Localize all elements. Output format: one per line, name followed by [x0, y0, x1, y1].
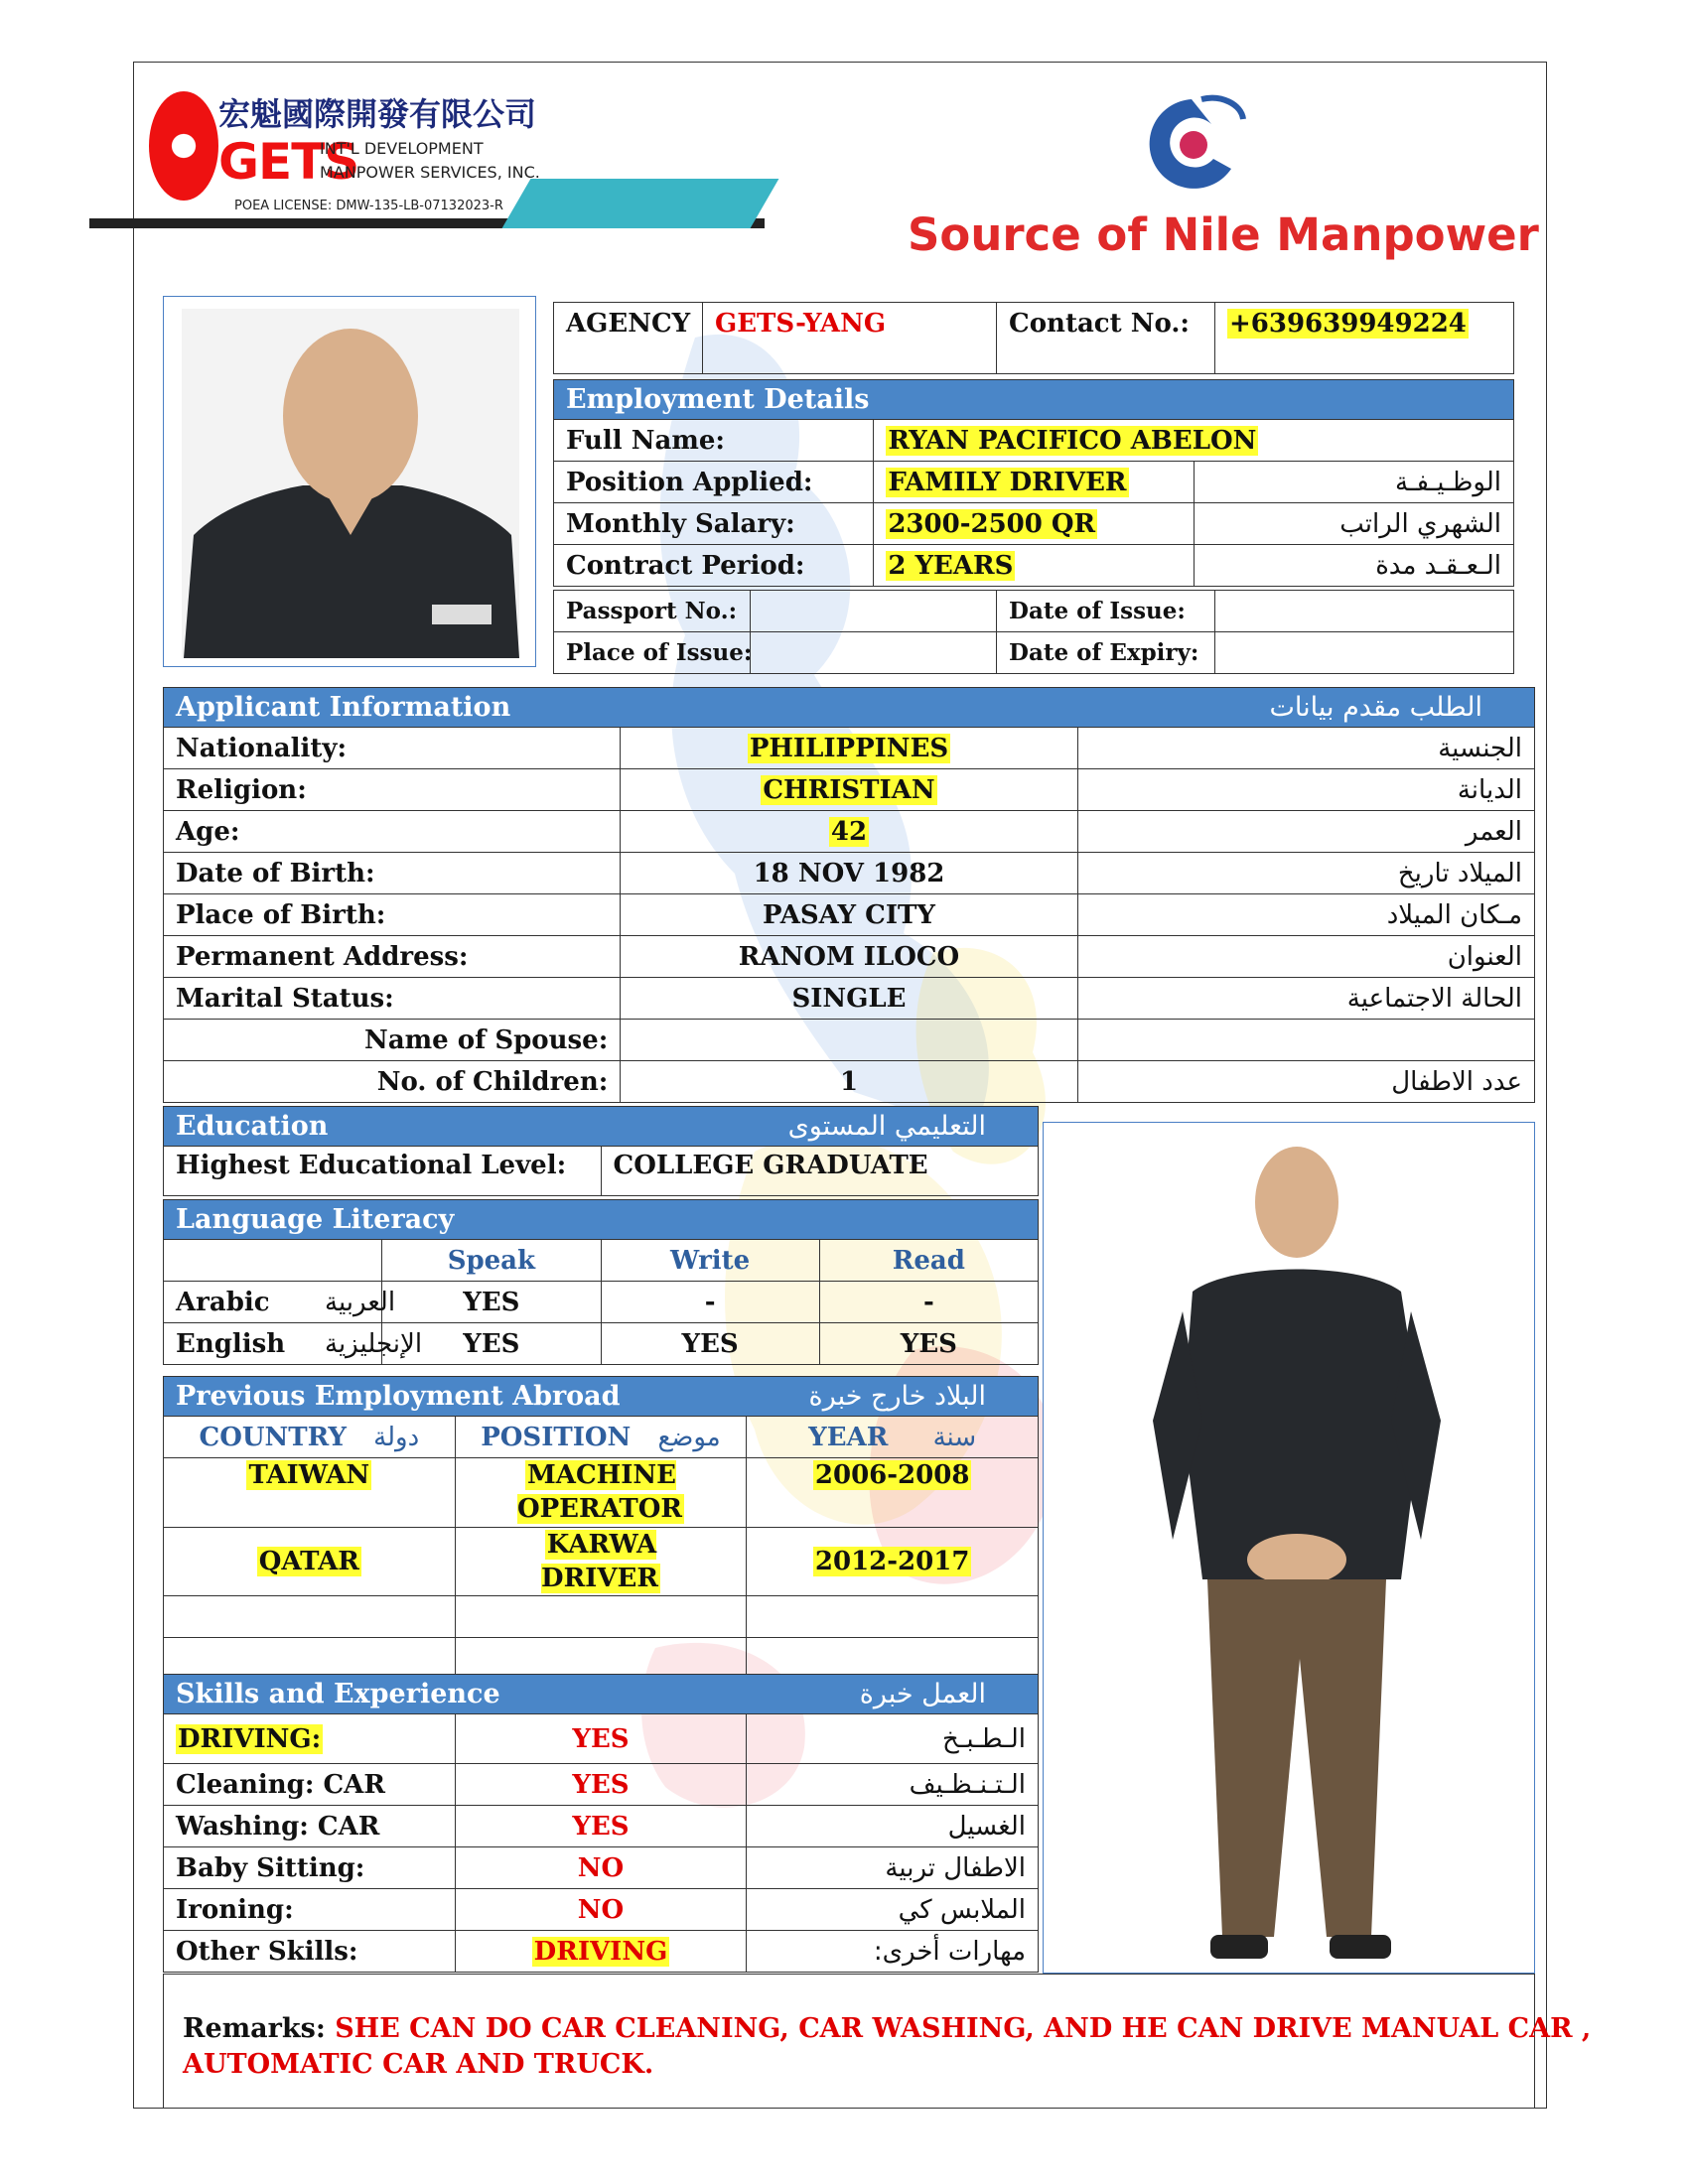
lang-header-read: Read	[819, 1240, 1038, 1282]
full-name-label: Full Name:	[554, 420, 874, 462]
language-speak: YES	[382, 1323, 601, 1365]
skill-arabic: الاطفال تربية	[747, 1847, 1039, 1889]
gets-chinese-name: 宏魁國際開發有限公司	[218, 95, 537, 133]
remarks-line-1	[183, 2013, 1591, 2044]
remarks-text-1: SHE CAN DO CAR CLEANING, CAR WASHING, AND HE CAN DRIVE MANUAL CAR ,	[335, 2013, 1592, 2044]
applicant-row-value: PASAY CITY	[763, 899, 935, 930]
position-header-arabic: موضع	[657, 1422, 721, 1452]
remarks-label: Remarks:	[183, 2013, 326, 2044]
language-name: English	[176, 1328, 286, 1359]
gets-subtitle-2: MANPOWER SERVICES, INC.	[320, 163, 540, 182]
lang-header-speak: Speak	[382, 1240, 601, 1282]
language-write: YES	[601, 1323, 819, 1365]
applicant-row-value: RANOM ILOCO	[738, 941, 960, 972]
prev-position: MACHINE OPERATOR	[516, 1460, 682, 1524]
skills-table	[163, 1674, 1039, 1973]
salary-arabic: الشهري الراتب	[1194, 503, 1513, 545]
contract-label: Contract Period:	[554, 545, 874, 587]
passport-no-label: Passport No.:	[554, 591, 751, 632]
skill-label: Ironing:	[176, 1894, 294, 1925]
gets-emblem-icon	[149, 91, 218, 201]
applicant-row-arabic: الديانة	[1077, 769, 1534, 811]
applicant-row-label: Nationality:	[164, 728, 621, 769]
prev-country: TAIWAN	[248, 1460, 370, 1490]
skill-value: DRIVING	[533, 1936, 668, 1967]
skill-value: YES	[572, 1811, 630, 1842]
place-of-issue-label: Place of Issue:	[554, 632, 751, 674]
skill-arabic: الـتـنـظـيف	[747, 1764, 1039, 1806]
applicant-row-label: Place of Birth:	[164, 894, 621, 936]
applicant-row-value: CHRISTIAN	[763, 774, 935, 805]
applicant-row-value: SINGLE	[791, 983, 907, 1014]
source-of-nile-logo	[894, 89, 1539, 278]
language-name-arabic: الإنجليزية	[325, 1328, 423, 1359]
year-header-arabic: سنة	[932, 1422, 977, 1452]
salary-value: 2300-2500 QR	[888, 508, 1096, 539]
education-header: Education	[176, 1111, 329, 1142]
prev-position: KARWA DRIVER	[541, 1530, 658, 1593]
contract-arabic: الـعـقـد مدة	[1194, 545, 1513, 587]
employment-table	[553, 379, 1514, 587]
applicant-row-value: 18 NOV 1982	[753, 858, 945, 888]
applicant-headshot	[163, 296, 536, 667]
poea-license: POEA LICENSE: DMW-135-LB-07132023-R	[234, 199, 503, 213]
skill-label: Other Skills:	[176, 1936, 358, 1967]
skill-arabic: الـطـبـخ	[747, 1714, 1039, 1764]
contact-label: Contact No.:	[997, 303, 1215, 374]
contact-value: +639639949224	[1229, 309, 1467, 339]
applicant-full-body-photo	[1043, 1122, 1535, 1974]
applicant-row-arabic: العنوان	[1077, 936, 1534, 978]
prev-emp-header-arabic: البلاد خارج خبرة	[808, 1381, 986, 1412]
year-header: YEAR	[808, 1422, 889, 1452]
children-arabic: عدد الاطفال	[1077, 1061, 1534, 1103]
country-header-arabic: دولة	[373, 1422, 420, 1452]
prev-year: 2006-2008	[814, 1460, 970, 1490]
applicant-header: Applicant Information	[176, 692, 511, 723]
nile-brand-name: Source of Nile Manpower	[908, 208, 1539, 261]
nile-emblem-icon	[1132, 89, 1251, 199]
applicant-row-arabic: مـكان الميلاد	[1077, 894, 1534, 936]
skill-value: YES	[572, 1769, 630, 1800]
skills-header-arabic: العمل خبرة	[859, 1679, 986, 1709]
language-read: -	[819, 1282, 1038, 1323]
gets-logo	[89, 79, 765, 238]
applicant-row-value: 42	[830, 816, 868, 847]
prev-employment-table	[163, 1376, 1039, 1680]
passport-table	[553, 590, 1514, 674]
education-level-label: Highest Educational Level:	[164, 1147, 602, 1196]
children-label: No. of Children:	[164, 1061, 621, 1103]
applicant-row-label: Marital Status:	[164, 978, 621, 1020]
position-arabic: الوظـيـفـة	[1194, 462, 1513, 503]
skill-value: YES	[572, 1723, 630, 1754]
agency-value: GETS-YANG	[703, 303, 997, 374]
position-header: POSITION	[481, 1422, 632, 1452]
applicant-header-arabic: الطلب مقدم بيانات	[1269, 692, 1482, 723]
spouse-label: Name of Spouse:	[164, 1020, 621, 1061]
agency-table	[553, 302, 1514, 374]
full-name-value: RYAN PACIFICO ABELON	[888, 425, 1257, 456]
language-write: -	[601, 1282, 819, 1323]
applicant-row-label: Date of Birth:	[164, 853, 621, 894]
applicant-row-value: PHILIPPINES	[749, 733, 949, 763]
expiry-date-label: Date of Expiry:	[997, 632, 1215, 674]
applicant-row-arabic: الميلاد تاريخ	[1077, 853, 1534, 894]
position-value: FAMILY DRIVER	[888, 467, 1127, 497]
skill-value: NO	[577, 1894, 625, 1925]
education-table	[163, 1106, 1039, 1196]
skill-label: Baby Sitting:	[176, 1852, 365, 1883]
prev-country: QATAR	[258, 1547, 359, 1576]
language-header: Language Literacy	[164, 1200, 1039, 1240]
education-header-arabic: التعليمي المستوى	[787, 1111, 986, 1142]
applicant-row-arabic: الحالة الاجتماعية	[1077, 978, 1534, 1020]
applicant-row-label: Permanent Address:	[164, 936, 621, 978]
language-name-arabic: العربية	[325, 1287, 396, 1317]
applicant-table	[163, 687, 1535, 1103]
language-read: YES	[819, 1323, 1038, 1365]
skills-header: Skills and Experience	[176, 1679, 500, 1709]
position-label: Position Applied:	[554, 462, 874, 503]
skill-arabic: مهارات أخرى:	[747, 1931, 1039, 1973]
agency-label: AGENCY	[554, 303, 703, 374]
prev-year: 2012-2017	[814, 1547, 970, 1576]
skill-value: NO	[577, 1852, 625, 1883]
education-level-value: COLLEGE GRADUATE	[601, 1147, 1039, 1196]
skill-label: Cleaning: CAR	[176, 1769, 385, 1800]
applicant-row-arabic: الجنسية	[1077, 728, 1534, 769]
country-header: COUNTRY	[199, 1422, 347, 1452]
salary-label: Monthly Salary:	[554, 503, 874, 545]
issue-date-label: Date of Issue:	[997, 591, 1215, 632]
remarks-text-2: AUTOMATIC CAR AND TRUCK.	[183, 2049, 654, 2080]
contract-value: 2 YEARS	[888, 550, 1014, 581]
skill-label: Washing: CAR	[176, 1811, 380, 1842]
children-value: 1	[621, 1061, 1077, 1103]
applicant-row-label: Religion:	[164, 769, 621, 811]
language-speak: YES	[382, 1282, 601, 1323]
applicant-row-label: Age:	[164, 811, 621, 853]
prev-emp-header: Previous Employment Abroad	[176, 1381, 621, 1412]
language-name: Arabic	[176, 1287, 270, 1317]
gets-name: GETS	[218, 133, 359, 191]
skill-arabic: الغسيل	[747, 1806, 1039, 1847]
applicant-row-arabic: العمر	[1077, 811, 1534, 853]
employment-header: Employment Details	[554, 380, 1514, 420]
language-table	[163, 1199, 1039, 1365]
lang-header-write: Write	[601, 1240, 819, 1282]
gets-subtitle-1: INT'L DEVELOPMENT	[320, 139, 484, 158]
skill-arabic: الملابس كي	[747, 1889, 1039, 1931]
skill-label: DRIVING:	[178, 1723, 322, 1754]
